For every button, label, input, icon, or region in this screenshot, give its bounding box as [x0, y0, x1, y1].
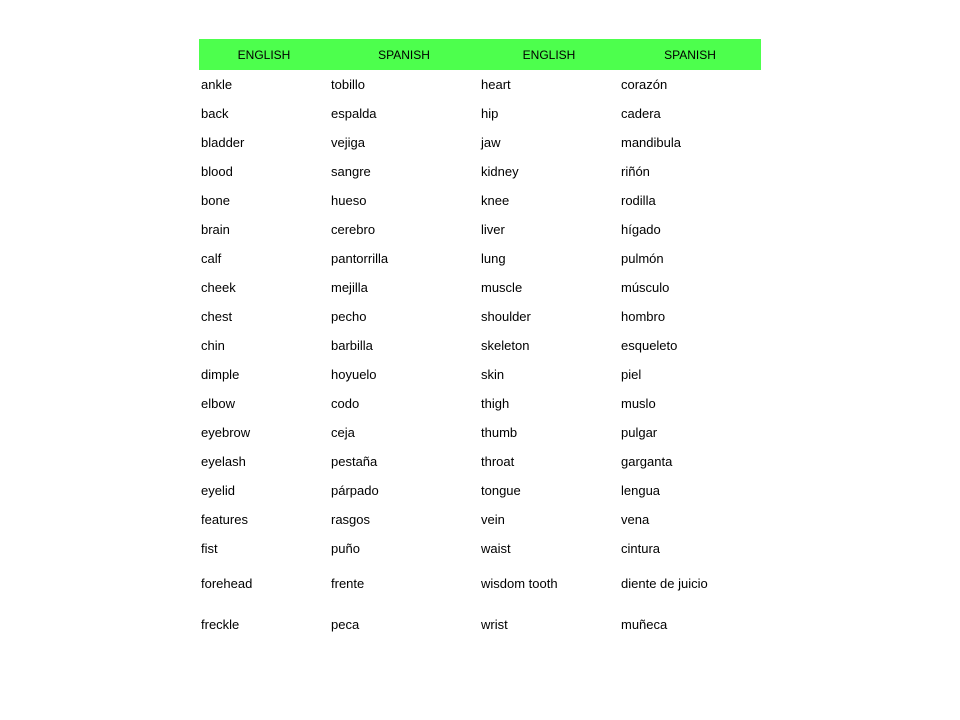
spanish-term-cell: hoyuelo [331, 367, 377, 382]
spanish-term-cell: barbilla [331, 338, 373, 353]
english-term-cell: forehead [201, 576, 253, 591]
english-term-cell: lung [481, 251, 506, 266]
spanish-term-cell: espalda [331, 106, 377, 121]
table-row [199, 505, 761, 534]
spanish-term-cell: frente [331, 576, 365, 591]
table-row [199, 157, 761, 186]
spanish-term-cell: codo [331, 396, 360, 411]
table-row [199, 418, 761, 447]
spanish-term-cell: sangre [331, 164, 371, 179]
english-term-cell: thumb [481, 425, 518, 440]
spanish-term-cell: pantorrilla [331, 251, 389, 266]
english-term-cell: ankle [201, 77, 233, 92]
table-row [199, 331, 761, 360]
spanish-term-cell: hueso [331, 193, 367, 208]
header-spanish-1: SPANISH [329, 39, 479, 70]
english-term-cell: waist [481, 541, 511, 556]
spanish-term-cell: mejilla [331, 280, 368, 295]
english-term-cell: features [201, 512, 248, 527]
spanish-term-cell: mandibula [621, 135, 681, 150]
table-header [199, 39, 761, 70]
english-term-cell: jaw [481, 135, 501, 150]
english-term-cell: freckle [201, 617, 240, 632]
english-term-cell: eyebrow [201, 425, 251, 440]
english-term-cell: kidney [481, 164, 519, 179]
spanish-term-cell: vejiga [331, 135, 365, 150]
spanish-term-cell: muslo [621, 396, 656, 411]
spanish-term-cell: corazón [621, 77, 668, 92]
table-row [199, 215, 761, 244]
table-row [199, 563, 761, 604]
english-term-cell: bladder [201, 135, 245, 150]
english-term-cell: skin [481, 367, 505, 382]
table-row [199, 302, 761, 331]
spanish-term-cell: hombro [621, 309, 666, 324]
table-row [199, 360, 761, 389]
table-row [199, 99, 761, 128]
table-row [199, 244, 761, 273]
spanish-term-cell: cerebro [331, 222, 376, 237]
table-row [199, 604, 761, 645]
table-body [199, 70, 761, 645]
english-term-cell: thigh [481, 396, 510, 411]
spanish-term-cell: pestaña [331, 454, 378, 469]
english-term-cell: wisdom tooth [481, 576, 558, 591]
header-english-1: ENGLISH [199, 39, 329, 70]
english-term-cell: wrist [481, 617, 508, 632]
english-term-cell: hip [481, 106, 499, 121]
table-row [199, 476, 761, 505]
table-row [199, 186, 761, 215]
spanish-term-cell: piel [621, 367, 642, 382]
spanish-term-cell: ceja [331, 425, 355, 440]
spanish-term-cell: cintura [621, 541, 661, 556]
english-term-cell: back [201, 106, 229, 121]
header-english-2: ENGLISH [479, 39, 619, 70]
spanish-term-cell: pulgar [621, 425, 658, 440]
english-term-cell: dimple [201, 367, 240, 382]
header-spanish-2: SPANISH [619, 39, 761, 70]
english-term-cell: muscle [481, 280, 523, 295]
table-row [199, 70, 761, 99]
spanish-term-cell: tobillo [331, 77, 365, 92]
spanish-term-cell: párpado [331, 483, 379, 498]
spanish-term-cell: pulmón [621, 251, 664, 266]
english-term-cell: cheek [201, 280, 236, 295]
header-row [199, 39, 761, 70]
spanish-term-cell: garganta [621, 454, 673, 469]
english-term-cell: bone [201, 193, 230, 208]
spanish-term-cell: lengua [621, 483, 661, 498]
table-row [199, 447, 761, 476]
table-row [199, 128, 761, 157]
vocabulary-table [199, 39, 761, 645]
spanish-term-cell: puño [331, 541, 360, 556]
english-term-cell: fist [201, 541, 218, 556]
english-term-cell: heart [481, 77, 511, 92]
table-row [199, 534, 761, 563]
english-term-cell: elbow [201, 396, 235, 411]
english-term-cell: calf [201, 251, 222, 266]
spanish-term-cell: rodilla [621, 193, 656, 208]
english-term-cell: brain [201, 222, 230, 237]
english-term-cell: chest [201, 309, 233, 324]
english-term-cell: liver [481, 222, 505, 237]
english-term-cell: chin [201, 338, 225, 353]
table-row [199, 389, 761, 418]
spanish-term-cell: esqueleto [621, 338, 678, 353]
spanish-term-cell: diente de juicio [621, 576, 708, 591]
spanish-term-cell: vena [621, 512, 650, 527]
english-term-cell: tongue [481, 483, 521, 498]
english-term-cell: throat [481, 454, 515, 469]
english-term-cell: eyelid [201, 483, 235, 498]
spanish-term-cell: músculo [621, 280, 670, 295]
spanish-term-cell: rasgos [331, 512, 371, 527]
table-row [199, 273, 761, 302]
spanish-term-cell: riñón [621, 164, 650, 179]
english-term-cell: knee [481, 193, 510, 208]
spanish-term-cell: hígado [621, 222, 661, 237]
spanish-term-cell: peca [331, 617, 360, 632]
english-term-cell: blood [201, 164, 233, 179]
english-term-cell: vein [481, 512, 505, 527]
english-term-cell: shoulder [481, 309, 531, 324]
spanish-term-cell: cadera [621, 106, 661, 121]
spanish-term-cell: muñeca [621, 617, 668, 632]
spanish-term-cell: pecho [331, 309, 367, 324]
english-term-cell: skeleton [481, 338, 530, 353]
english-term-cell: eyelash [201, 454, 246, 469]
